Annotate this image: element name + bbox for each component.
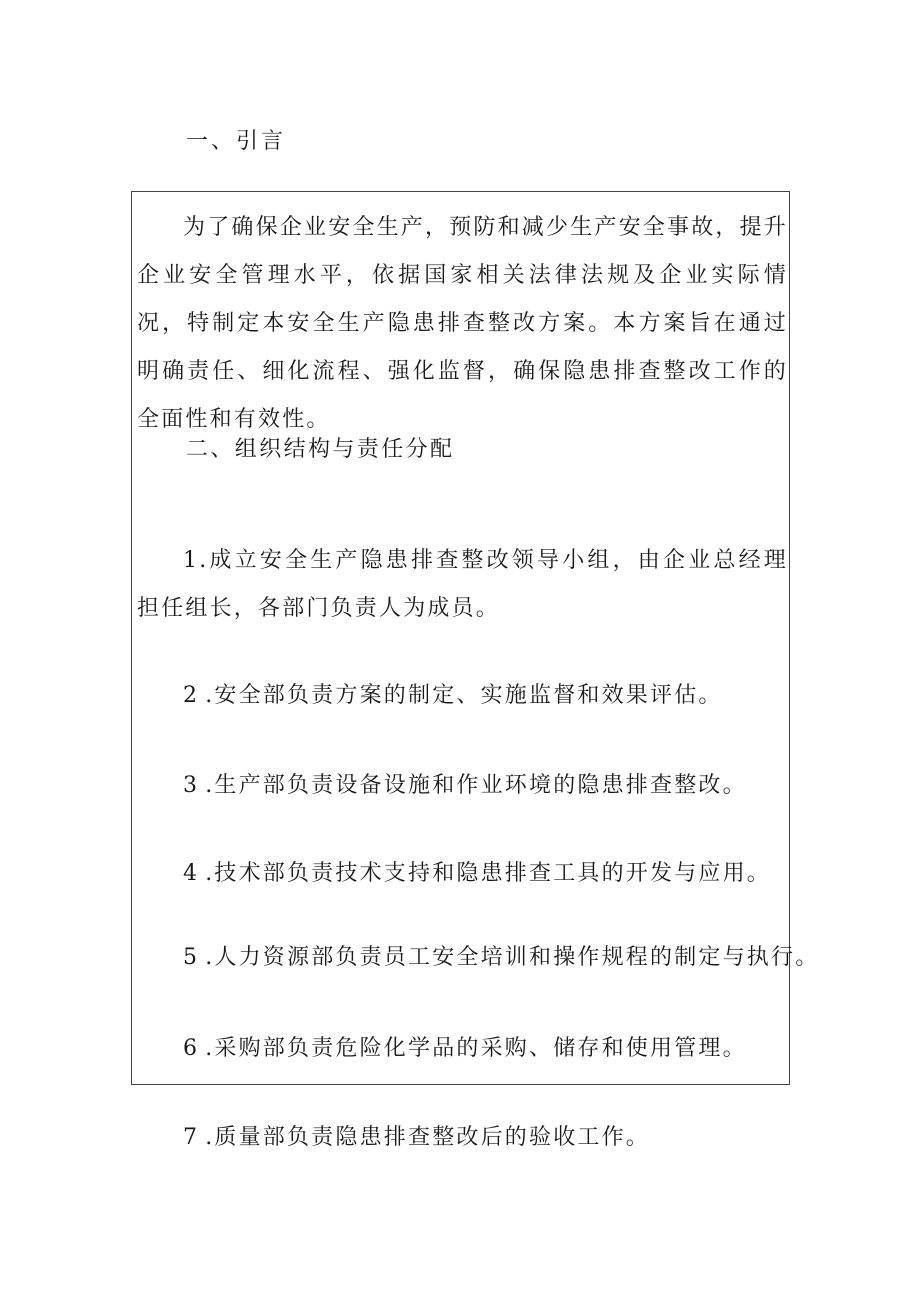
list-item-text: .人力资源部负责员工安全培训和操作规程的制定与执行。 <box>205 945 820 970</box>
list-item-1 <box>137 537 788 633</box>
list-item-number: 7 <box>183 1125 200 1150</box>
section-heading-organization: 二、组织结构与责任分配 <box>186 437 455 462</box>
list-item-text: .生产部负责设备设施和作业环境的隐患排查整改。 <box>205 773 747 798</box>
list-item-number: 2 <box>183 683 200 708</box>
intro-paragraph: 为了确保企业安全生产，预防和减少生产安全事故，提升企业安全管理水平，依据国家相关法律法规及企业实际情况，特制定本安全生产隐患排查整改方案。本方案旨在通过明确责任、细化流程、强化监督，确保隐患排查整改工作的全面性和有效性。 <box>137 215 789 432</box>
list-item-2 <box>183 680 723 712</box>
list-item-number: 4 <box>183 861 200 886</box>
list-item-text: 成立安全生产隐患排查整改领导小组，由企业总经理担任组长，各部门负责人为成员。 <box>137 548 788 621</box>
list-item-number: 1. <box>183 548 209 573</box>
list-item-3 <box>183 770 747 802</box>
list-item-text: .技术部负责技术支持和隐患排查工具的开发与应用。 <box>205 861 771 886</box>
list-item-7 <box>183 1122 650 1154</box>
list-item-4 <box>183 858 771 890</box>
list-item-text: .质量部负责隐患排查整改后的验收工作。 <box>205 1125 650 1150</box>
list-item-number: 6 <box>183 1036 200 1061</box>
list-item-text: .采购部负责危险化学品的采购、储存和使用管理。 <box>205 1036 747 1061</box>
list-item-6 <box>183 1033 747 1065</box>
list-item-number: 5 <box>183 945 200 970</box>
list-item-number: 3 <box>183 773 200 798</box>
list-item-text: .安全部负责方案的制定、实施监督和效果评估。 <box>205 683 723 708</box>
list-item-5 <box>183 942 819 974</box>
section-heading-introduction: 一、引言 <box>186 129 287 154</box>
